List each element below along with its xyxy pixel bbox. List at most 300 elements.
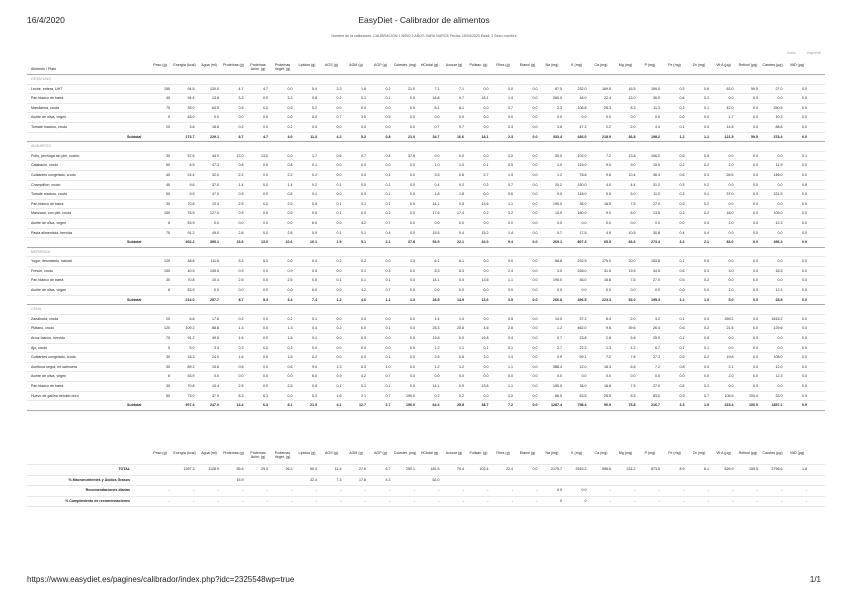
nutrient-value: 175.0 bbox=[602, 259, 611, 264]
nutrient-value: 0.0 bbox=[802, 211, 807, 216]
nutrient-value: 6 bbox=[168, 374, 170, 379]
subtotal-value: 0.0 bbox=[532, 134, 538, 139]
nutrient-value: 1.2 bbox=[459, 364, 464, 369]
nutrient-value: 0.0 bbox=[483, 268, 489, 273]
nutrient-value: 0.0 bbox=[483, 220, 489, 225]
nutrient-value: 0.0 bbox=[753, 124, 758, 129]
nutrient-value: 159.0 bbox=[651, 86, 660, 91]
nutrient-value: 0.0 bbox=[802, 288, 807, 293]
table-row bbox=[27, 334, 825, 344]
nutrient-value: 150 bbox=[164, 268, 170, 273]
subtotal-value: 11.3 bbox=[310, 134, 317, 139]
nutrient-value: 5.5 bbox=[606, 192, 611, 197]
nutrient-value: 19.5 bbox=[628, 268, 636, 273]
nutrient-value: 2.8 bbox=[606, 336, 611, 341]
total-value: 2515.2 bbox=[575, 467, 587, 471]
nutrient-value: 0.2 bbox=[704, 355, 709, 360]
nutrient-value: 4.7 bbox=[263, 86, 268, 91]
nutrient-value: 0.0 bbox=[802, 278, 807, 283]
nutrient-value: 2.0 bbox=[483, 355, 489, 360]
nutrient-value: 0.9 bbox=[679, 393, 685, 398]
nutrient-value: 0.0 bbox=[434, 153, 440, 158]
nutrient-value: 68.8 bbox=[555, 259, 562, 264]
food-name: Tomate maduro, crudo bbox=[31, 192, 67, 197]
subtotal-value: 395.1 bbox=[210, 240, 219, 245]
subtotal-value: 34.7 bbox=[432, 134, 440, 139]
nutrient-value: 5.5 bbox=[630, 393, 636, 398]
nutrient-value: 4.2 bbox=[361, 220, 366, 225]
nutrient-value: 0.3 bbox=[679, 211, 685, 216]
nutrient-value: 0.4 bbox=[459, 230, 464, 235]
nutrient-value: 1.0 bbox=[434, 163, 440, 168]
nutrient-value: 3.3 bbox=[238, 96, 244, 101]
col-header: Agua (ml) bbox=[201, 63, 217, 67]
food-name: Manzana, con piel, cruda bbox=[31, 211, 72, 216]
nutrient-value: 0.0 bbox=[410, 96, 415, 101]
nutrient-value: 0.0 bbox=[728, 345, 734, 350]
col-header: Na (mg) bbox=[545, 63, 559, 67]
nutrient-value: 0.0 bbox=[287, 259, 293, 264]
nutrient-value: 0.0 bbox=[606, 374, 611, 379]
food-name: Aceite de oliva, virgen bbox=[31, 220, 67, 225]
nutrient-value: 4.9 bbox=[606, 230, 611, 235]
nutrient-value: 2.8 bbox=[508, 326, 513, 331]
col-header: Zn (mg) bbox=[692, 451, 706, 455]
nutrient-value: 1.3 bbox=[336, 364, 342, 369]
nutrient-value: 70.8 bbox=[187, 201, 195, 206]
nutrient-value: 0.0 bbox=[434, 374, 440, 379]
nutrient-value: 0.0 bbox=[238, 288, 244, 293]
nutrient-value: 0.0 bbox=[483, 374, 489, 379]
nutrient-value: 0.0 bbox=[361, 316, 366, 321]
col-header: Carotes (µg) bbox=[762, 451, 783, 455]
subtotal-value: 28.8 bbox=[775, 297, 783, 302]
total-value: 8.9 bbox=[679, 467, 685, 471]
nutrient-value: 3.0 bbox=[557, 268, 562, 273]
nutrient-value: 2.0 bbox=[728, 374, 734, 379]
nutrient-value: 13.5 bbox=[653, 211, 660, 216]
nutrient-value: 0.2 bbox=[704, 182, 709, 187]
summary-value: - bbox=[462, 488, 464, 492]
nutrient-value: 1.4 bbox=[459, 316, 464, 321]
footer-url: https://www.easydiet.es/pagines/calibrador/index.php?idc=2325548wp=true bbox=[27, 575, 295, 584]
nutrient-value: 7.1 bbox=[434, 86, 440, 91]
nutrient-value: 388.4 bbox=[553, 364, 562, 369]
subtotal-value: 38.7 bbox=[481, 403, 489, 408]
nutrient-value: 153.8 bbox=[651, 259, 660, 264]
nutrient-value: 0.0 bbox=[728, 153, 734, 158]
nutrient-value: 14.1 bbox=[432, 278, 440, 283]
table-row bbox=[27, 190, 825, 200]
nutrient-value: 0.6 bbox=[679, 153, 685, 158]
summary-value: 0 bbox=[584, 498, 587, 503]
nutrient-value: 108.8 bbox=[577, 105, 587, 110]
nutrient-value: 146.0 bbox=[773, 172, 783, 177]
nutrient-value: 36.0 bbox=[579, 278, 587, 283]
nutrient-value: 0.0 bbox=[263, 124, 268, 129]
nutrient-value: 22.4 bbox=[604, 96, 611, 101]
nutrient-value: 0.2 bbox=[704, 96, 709, 101]
subtotal-value: 247.0 bbox=[210, 403, 219, 408]
summary-value: - bbox=[413, 488, 415, 492]
subtotal-value: 28.5 bbox=[432, 297, 440, 302]
food-name: Champiñón, crudo bbox=[31, 182, 61, 187]
nutrient-value: 1615.2 bbox=[771, 316, 783, 321]
nutrient-value: 0.0 bbox=[802, 115, 807, 120]
nutrient-value: 10.4 bbox=[212, 201, 219, 206]
nutrient-value: 150 bbox=[164, 211, 170, 216]
nutrient-value: 0.0 bbox=[238, 115, 244, 120]
nutrient-value: 8.1 bbox=[459, 105, 464, 110]
summary-value: - bbox=[389, 488, 391, 492]
nutrient-value: 0.0 bbox=[581, 374, 587, 379]
guide-link[interactable]: Guía bbox=[786, 50, 796, 55]
nutrient-value: 0.0 bbox=[606, 220, 611, 225]
subtotal-value: 1.2 bbox=[336, 297, 342, 302]
nutrient-value: 0.0 bbox=[802, 230, 807, 235]
summary-label: % Macronutrientes y Ácidos Grasos bbox=[68, 477, 130, 482]
nutrient-value: 2.0 bbox=[728, 163, 734, 168]
nutrient-value: 0.4 bbox=[312, 259, 317, 264]
nutrient-value: 0.0 bbox=[385, 163, 391, 168]
summary-value: - bbox=[781, 498, 783, 503]
nutrient-value: 0.0 bbox=[361, 163, 366, 168]
subtotal-row bbox=[27, 296, 825, 306]
subtotal-value: 4.0 bbox=[287, 134, 293, 139]
subtotal-value: 2.7 bbox=[385, 403, 391, 408]
nutrient-value: 0.1 bbox=[385, 192, 391, 197]
summary-value: - bbox=[511, 498, 513, 503]
nutrient-value: 15.5 bbox=[432, 230, 440, 235]
subtotal-value: 22.1 bbox=[457, 240, 464, 245]
nutrient-value: 0.4 bbox=[679, 230, 685, 235]
nutrient-value: 0.0 bbox=[802, 86, 807, 91]
nutrient-value: 5.4 bbox=[312, 86, 317, 91]
nutrient-value: 0.6 bbox=[704, 86, 709, 91]
nutrient-value: 0.0 bbox=[263, 326, 268, 331]
nutrient-value: 47.0 bbox=[212, 192, 219, 197]
nutrient-value: 0.0 bbox=[557, 288, 562, 293]
total-value: 79.4 bbox=[457, 467, 464, 471]
nutrient-value: 0.0 bbox=[287, 115, 293, 120]
nutrient-value: 6.0 bbox=[312, 374, 317, 379]
nutrient-value: 66.5 bbox=[555, 393, 562, 398]
nutrient-value: 0.7 bbox=[557, 230, 562, 235]
nutrient-value: 120 bbox=[164, 326, 170, 331]
subtotal-value: 32.0 bbox=[481, 240, 489, 245]
summary-value: - bbox=[217, 498, 219, 503]
nutrient-value: 0.0 bbox=[287, 393, 293, 398]
nutrient-value: 0.0 bbox=[753, 192, 758, 197]
nutrient-value: 0.3 bbox=[679, 192, 685, 197]
nutrient-value: 0.0 bbox=[410, 105, 415, 110]
nutrient-value: 0.1 bbox=[704, 345, 709, 350]
col-header: AGM (g) bbox=[349, 63, 363, 67]
table-row bbox=[27, 324, 825, 334]
total-value: 26.3 bbox=[285, 467, 293, 471]
nutrient-value: 0.0 bbox=[410, 124, 415, 129]
summary-value: - bbox=[781, 488, 783, 492]
nutrient-value: 102.0 bbox=[577, 153, 587, 158]
nutrient-value: 0.1 bbox=[312, 316, 317, 321]
summary-value: - bbox=[193, 498, 195, 503]
nutrient-value: 0.0 bbox=[508, 86, 513, 91]
nutrient-value: 5.3 bbox=[312, 393, 317, 398]
nutrient-value: 0.0 bbox=[263, 364, 268, 369]
summary-value: - bbox=[315, 498, 317, 503]
nutrient-value: 0.3 bbox=[287, 345, 293, 350]
nutrient-value: 6.1 bbox=[459, 259, 464, 264]
subtotal-value: 52.0 bbox=[628, 297, 636, 302]
subtotal-value: 12.7 bbox=[359, 403, 366, 408]
nutrient-value: 0.0 bbox=[581, 115, 587, 120]
nutrient-value: 0.0 bbox=[508, 288, 513, 293]
subtotal-label: Subtotal bbox=[127, 134, 142, 139]
nutrient-value: 180.0 bbox=[577, 211, 587, 216]
nutrient-value: 34.5 bbox=[653, 268, 660, 273]
summary-value: - bbox=[634, 498, 636, 503]
nutrient-value: 0.0 bbox=[410, 374, 415, 379]
subtotal-value: 1.3 bbox=[410, 297, 415, 302]
subtotal-value: 273.4 bbox=[651, 240, 660, 245]
nutrient-value: 0.5 bbox=[312, 278, 317, 283]
subtotal-value: 229.1 bbox=[210, 134, 219, 139]
nutrient-value: 0.6 bbox=[679, 268, 685, 273]
nutrient-value: 0.0 bbox=[214, 115, 219, 120]
nutrient-value: 0.0 bbox=[459, 288, 464, 293]
nutrient-value: 59.1 bbox=[579, 355, 587, 360]
col-header: K (mg) bbox=[571, 63, 582, 67]
nutrient-value: 1.6 bbox=[238, 336, 244, 341]
col-header: Proteínas Veget. (g) bbox=[274, 63, 291, 72]
subtotal-value: 1287.4 bbox=[551, 403, 562, 408]
nutrient-value: 106.0 bbox=[651, 153, 660, 158]
table-row bbox=[27, 209, 825, 219]
nutrient-value: 5.0 bbox=[189, 345, 195, 350]
page-number: 1/1 bbox=[809, 575, 821, 584]
nutrient-value: 18.3 bbox=[187, 355, 195, 360]
nutrient-value: 0.1 bbox=[336, 211, 342, 216]
nutrient-value: 9.0 bbox=[312, 364, 317, 369]
nutrient-value: 0.0 bbox=[777, 345, 783, 350]
nutrient-value: 0.0 bbox=[777, 201, 783, 206]
nutrient-value: 0.0 bbox=[336, 355, 342, 360]
nutrient-value: 0.4 bbox=[312, 326, 317, 331]
col-header: Agua (ml) bbox=[201, 451, 217, 455]
nutrient-value: 6.3 bbox=[263, 393, 268, 398]
nutrient-value: 0.0 bbox=[532, 326, 538, 331]
nutrient-value: 1.4 bbox=[508, 96, 513, 101]
subtotal-value: 4.6 bbox=[361, 297, 366, 302]
nutrient-value: 0.0 bbox=[410, 355, 415, 360]
summary-value: - bbox=[487, 488, 489, 492]
nutrient-value: 7.5 bbox=[630, 201, 636, 206]
nutrient-value: 0.0 bbox=[802, 192, 807, 197]
total-row bbox=[27, 465, 825, 476]
nutrient-value: 0.0 bbox=[777, 384, 783, 388]
nutrient-value: 2.3 bbox=[557, 105, 562, 110]
nutrient-value: 0.9 bbox=[802, 393, 807, 398]
nutrient-value: 0.1 bbox=[385, 326, 391, 331]
nutrient-value: 91.2 bbox=[187, 230, 195, 235]
nutrient-value: 0.0 bbox=[410, 192, 415, 197]
nutrient-value: 190.0 bbox=[406, 393, 415, 398]
nutrient-value: 0.5 bbox=[287, 105, 293, 110]
nutrient-value: 19.8 bbox=[726, 355, 734, 360]
subtotal-value: 223.3 bbox=[602, 297, 611, 302]
total-value: 2796.6 bbox=[771, 467, 783, 471]
col-header: AGS (g) bbox=[325, 451, 338, 455]
summary-value: - bbox=[242, 488, 244, 492]
nutrient-value: 0.0 bbox=[263, 374, 268, 379]
nutrient-value: 150 bbox=[164, 86, 170, 91]
nutrient-value: 2.5 bbox=[287, 278, 293, 283]
nutrient-value: 47.3 bbox=[212, 163, 219, 168]
nutrient-value: 0.0 bbox=[753, 345, 758, 350]
summary-value: - bbox=[217, 488, 219, 492]
summary-value: - bbox=[609, 488, 611, 492]
nutrient-value: 0.0 bbox=[777, 96, 783, 101]
col-header: Proteínas Anim. (g) bbox=[250, 451, 266, 460]
subtotal-value: 37.8 bbox=[408, 240, 415, 245]
nutrient-value: 1.3 bbox=[287, 326, 293, 331]
nutrient-value: 0.3 bbox=[385, 268, 391, 273]
section-header bbox=[27, 248, 825, 258]
calibration-info: Nombre de la calibración: CALIBRACIÓN 1 NIÑO 2 AÑOS SARA NURCE Fecha: 15/04/2020 Edad: 2 Sexo: nombre bbox=[331, 34, 517, 38]
nutrient-value: 0.6 bbox=[679, 172, 685, 177]
subtotal-value: 378.4 bbox=[773, 134, 783, 139]
nutrient-value: 15.0 bbox=[653, 163, 660, 168]
nutrient-value: 11.3 bbox=[653, 105, 660, 110]
nutrient-value: 0.0 bbox=[704, 115, 709, 120]
nutrient-value: 0.0 bbox=[532, 115, 538, 120]
nutrient-value: 20.0 bbox=[628, 259, 636, 264]
col-header: Zn (mg) bbox=[692, 63, 706, 67]
nutrient-value: 0.0 bbox=[753, 172, 758, 177]
nutrient-value: 0.1 bbox=[385, 182, 391, 187]
nutrient-value: 0.8 bbox=[679, 364, 685, 369]
nutrient-value: 0.0 bbox=[361, 326, 366, 331]
subtotal-value: 21.0 bbox=[408, 134, 415, 139]
nutrient-value: 0.0 bbox=[753, 211, 758, 216]
summary-value: 32.4 bbox=[310, 477, 317, 482]
nutrient-value: 0.0 bbox=[263, 316, 268, 321]
nutrient-value: 10.4 bbox=[212, 278, 219, 283]
nutrient-value: 0.2 bbox=[385, 211, 391, 216]
nutrient-value: 0.2 bbox=[483, 211, 489, 216]
subtotal-value: 0.0 bbox=[802, 134, 807, 139]
nutrient-value: 70 bbox=[166, 230, 170, 235]
subtotal-value: 7.4 bbox=[312, 297, 317, 302]
nutrient-value: 6.8 bbox=[189, 316, 195, 321]
nutrient-value: 0.0 bbox=[287, 220, 293, 225]
table-row bbox=[27, 392, 825, 402]
nutrient-value: 1.1 bbox=[508, 384, 513, 388]
nutrient-value: 2.1 bbox=[361, 393, 366, 398]
nutrient-value: 1.4 bbox=[434, 316, 440, 321]
nutrient-value: 42.0 bbox=[726, 105, 734, 110]
nutrient-value: 0.0 bbox=[802, 355, 807, 360]
nutrient-value: 232.5 bbox=[577, 259, 587, 264]
nutrient-value: 0.0 bbox=[655, 288, 660, 293]
col-header-food: Alimento / Plato bbox=[31, 67, 57, 71]
nutrient-value: 0.0 bbox=[263, 230, 268, 235]
nutrient-value: 0.0 bbox=[410, 182, 415, 187]
nutrient-value: 0.0 bbox=[336, 316, 342, 321]
nutrient-value: 14.8 bbox=[726, 124, 734, 129]
nutrient-value: 12.0 bbox=[579, 364, 587, 369]
nutrient-value: 0.0 bbox=[753, 336, 758, 341]
nutrient-value: 1.7 bbox=[312, 153, 317, 158]
nutrient-value: 0.2 bbox=[312, 105, 317, 110]
nutrient-value: 2.0 bbox=[728, 220, 734, 225]
subtotal-value: 6.3 bbox=[263, 403, 268, 408]
summary-row bbox=[27, 497, 825, 508]
subtotal-value: 2.1 bbox=[385, 240, 391, 245]
subtotal-value: 16.6 bbox=[457, 134, 464, 139]
nutrient-value: 10.4 bbox=[628, 172, 636, 177]
summary-value: - bbox=[438, 488, 440, 492]
subtotal-value: 3.3 bbox=[679, 403, 685, 408]
nutrient-value: 150.0 bbox=[577, 182, 587, 187]
nutrient-value: 0.1 bbox=[361, 96, 366, 101]
print-link[interactable]: Imprimir bbox=[806, 50, 821, 55]
nutrient-value: 0.7 bbox=[704, 393, 709, 398]
nutrient-value: 0.0 bbox=[483, 316, 489, 321]
nutrient-value: 0.0 bbox=[263, 345, 268, 350]
subtotal-value: 266.8 bbox=[553, 297, 562, 302]
nutrient-value: 0.5 bbox=[679, 278, 685, 283]
nutrient-value: 0.5 bbox=[287, 192, 293, 197]
nutrient-value: 18.1 bbox=[481, 96, 489, 101]
table-row bbox=[27, 257, 825, 267]
nutrient-value: 5 bbox=[168, 345, 170, 350]
nutrient-value: 0.1 bbox=[385, 201, 391, 206]
nutrient-value: 1.0 bbox=[557, 163, 562, 168]
subtotal-value: 13.0 bbox=[261, 240, 268, 245]
nutrient-value: 2.5 bbox=[238, 384, 244, 388]
nutrient-value: 0.0 bbox=[483, 364, 489, 369]
col-header: Fibra (g) bbox=[496, 63, 510, 67]
nutrient-value: 0.0 bbox=[802, 259, 807, 264]
nutrient-value: 53.9 bbox=[187, 374, 195, 379]
nutrient-value: 0.0 bbox=[704, 288, 709, 293]
nutrient-value: 1.4 bbox=[287, 182, 293, 187]
nutrient-value: 0.4 bbox=[434, 182, 440, 187]
nutrient-value: 67.5 bbox=[555, 86, 562, 91]
nutrient-value: 0.9 bbox=[287, 268, 293, 273]
nutrient-value: 0.0 bbox=[263, 192, 268, 197]
nutrient-value: 0.0 bbox=[410, 172, 415, 177]
nutrient-value: 21.6 bbox=[726, 326, 734, 331]
food-name: Aceite de oliva, virgen bbox=[31, 115, 67, 120]
nutrient-value: 0.0 bbox=[753, 384, 758, 388]
nutrient-value: 26.3 bbox=[604, 105, 611, 110]
nutrient-value: 27.0 bbox=[653, 384, 660, 388]
food-name: Pan blanco de barra bbox=[31, 384, 64, 388]
nutrient-value: 0.9 bbox=[336, 374, 342, 379]
nutrient-value: 44.0 bbox=[212, 153, 219, 158]
summary-value: - bbox=[707, 498, 709, 503]
food-name: Pasta alimenticia, hervida bbox=[31, 230, 72, 235]
summary-label: % Cumplimiento de recomendaciones bbox=[65, 498, 130, 503]
table-row bbox=[27, 123, 825, 133]
nutrient-value: 0.0 bbox=[410, 115, 415, 120]
nutrient-value: 17.6 bbox=[432, 211, 440, 216]
col-header: Colester. (mg) bbox=[393, 451, 417, 455]
nutrient-value: 37.8 bbox=[408, 153, 415, 158]
nutrient-value: 0.1 bbox=[336, 201, 342, 206]
